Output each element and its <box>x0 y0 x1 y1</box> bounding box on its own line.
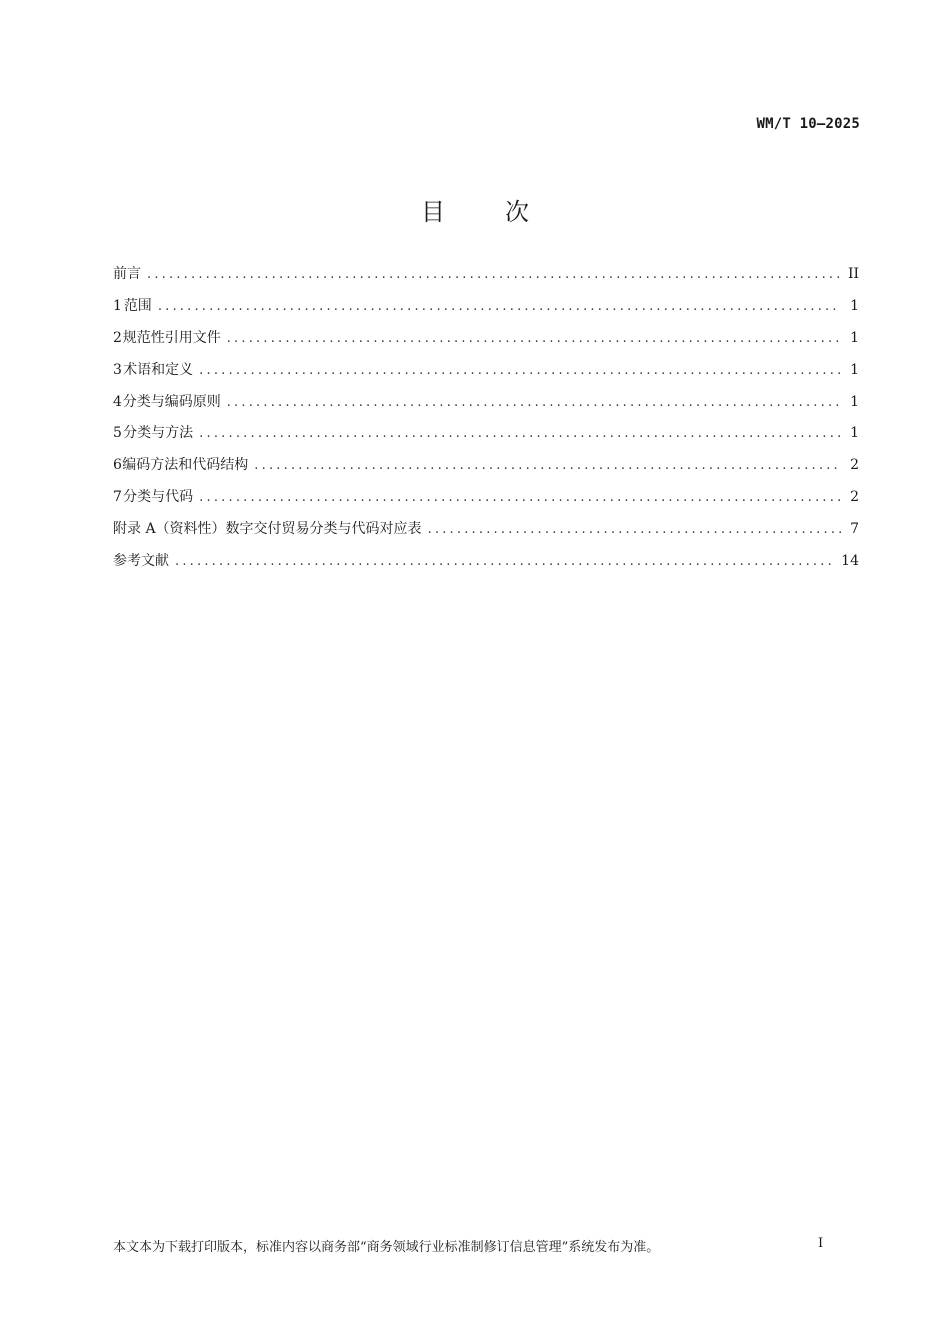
toc-entry-page: 1 <box>850 361 859 378</box>
toc-entry-page: 1 <box>850 329 859 346</box>
toc-entry[interactable] <box>113 291 859 323</box>
toc-entry-page: 1 <box>850 425 859 442</box>
toc-entry-label: 范围 <box>123 297 152 314</box>
toc-entry-number: 1 <box>113 297 122 314</box>
toc-entry-page: 1 <box>850 393 859 410</box>
toc-entry[interactable] <box>113 355 859 387</box>
toc-leader-dots <box>254 450 841 482</box>
toc-entry-page: 14 <box>841 553 859 570</box>
toc-entry-label: 规范性引用文件 <box>122 329 221 346</box>
toc-entry[interactable] <box>113 546 859 578</box>
toc-entry-number: 6 <box>113 457 122 474</box>
toc-entry-label: 分类与编码原则 <box>122 393 221 410</box>
toc-entry[interactable] <box>113 323 859 355</box>
footer-page-number: I <box>818 1236 824 1251</box>
toc-entry-label: 分类与代码 <box>123 489 194 506</box>
toc-entry[interactable] <box>113 482 859 514</box>
toc-leader-dots <box>227 323 841 355</box>
toc-entry-page: 7 <box>850 521 859 538</box>
toc-entry-page: 2 <box>850 489 859 506</box>
toc-entry-label: 前言 <box>113 266 141 282</box>
footer-note: 本文本为下载打印版本，标准内容以商务部“商务领域行业标准制修订信息管理”系统发布为准。 <box>113 1240 660 1255</box>
toc-entry-number: 7 <box>113 489 122 506</box>
toc-entry[interactable] <box>113 514 859 546</box>
toc-entry[interactable] <box>113 418 859 450</box>
toc-leader-dots <box>175 546 835 578</box>
toc-entry-page: 1 <box>850 297 859 314</box>
toc-leader-dots <box>199 418 841 450</box>
toc-leader-dots <box>428 514 841 546</box>
toc-leader-dots <box>227 387 841 419</box>
toc-entry-page: II <box>847 266 859 282</box>
table-of-contents <box>113 259 859 578</box>
toc-entry-number: 5 <box>113 425 122 442</box>
toc-leader-dots <box>199 355 841 387</box>
document-code: WM/T 10—2025 <box>756 116 860 132</box>
toc-leader-dots <box>147 259 841 291</box>
toc-entry-label: 参考文献 <box>113 553 169 570</box>
toc-entry[interactable] <box>113 259 859 291</box>
toc-entry-label: 分类与方法 <box>123 425 194 442</box>
toc-leader-dots <box>199 482 841 514</box>
toc-title: 目次 <box>421 198 589 226</box>
toc-entry-number: 4 <box>113 393 122 410</box>
toc-entry[interactable] <box>113 387 859 419</box>
toc-entry-number: 3 <box>113 361 122 378</box>
toc-entry[interactable] <box>113 450 859 482</box>
toc-entry-label: 附录 A（资料性）数字交付贸易分类与代码对应表 <box>113 521 422 538</box>
toc-entry-page: 2 <box>850 457 859 474</box>
toc-entry-number: 2 <box>113 329 122 346</box>
toc-leader-dots <box>158 291 841 323</box>
toc-entry-label: 术语和定义 <box>123 361 194 378</box>
toc-entry-label: 编码方法和代码结构 <box>122 457 249 474</box>
